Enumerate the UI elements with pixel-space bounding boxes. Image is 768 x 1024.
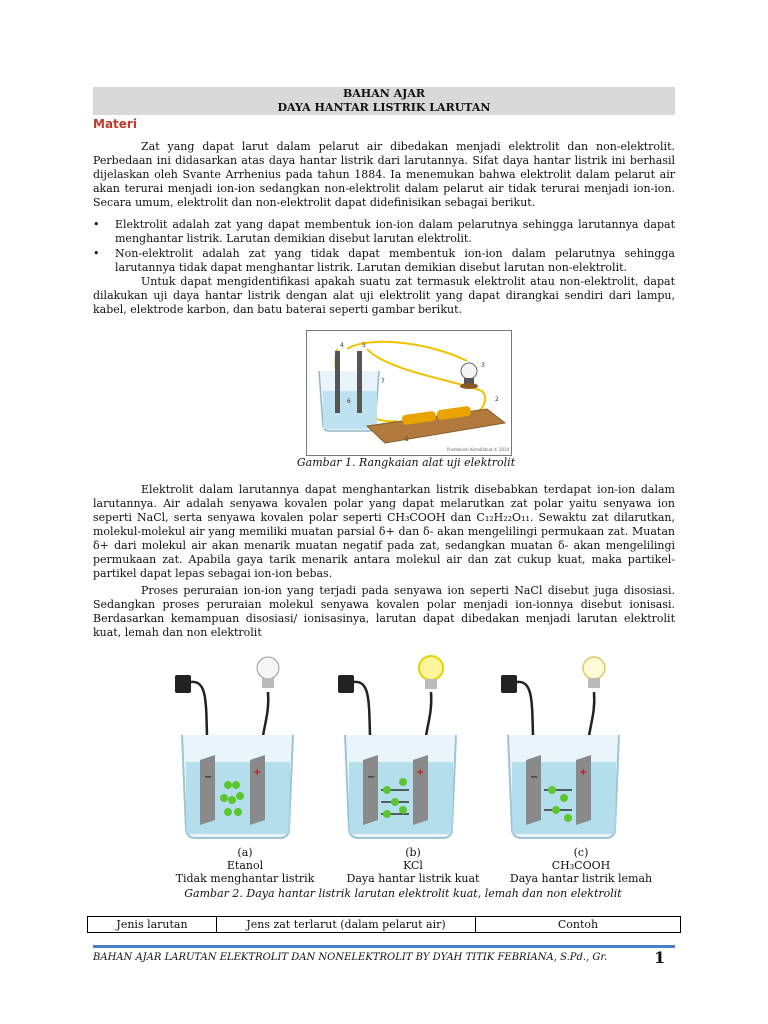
header-contoh: Contoh <box>476 917 681 933</box>
page-number: 1 <box>654 948 666 967</box>
beaker-panel-b <box>338 656 456 838</box>
figure-2-caption: Gambar 2. Daya hantar listrik larutan elektrolit kuat, lemah dan non elektrolit <box>184 887 622 900</box>
header-jenis-larutan: Jenis larutan <box>88 917 217 933</box>
electrode-plus-a: + <box>253 767 262 778</box>
panel-c-label <box>486 846 676 885</box>
paragraph-4: Proses peruraian ion-ion yang terjadi pada senyawa ion seperti NaCl disebut juga disosiasi. Sedangkan proses peruraian molekul senyawa kovalen polar menjadi ion-ionnya disebut ionisasi. Berdasarkan kemampuan disosiasi/ ionisasinya, larutan dapat dibedakan menjadi larutan elektrolit kuat, lemah dan non elektrolit <box>93 584 675 639</box>
paragraph-1: Zat yang dapat larut dalam pelarut air dibedakan menjadi elektrolit dan non-elektrolit. Perbedaan ini didasarkan atas daya hantar listrik dari larutannya. Sifat daya hantar listrik ini berhasil dijelaskan oleh Svante Arrhenius pada tahun 1884. Ia menemukan bahwa elektrolit dalam pelarut air akan terurai menjadi ion-ion sedangkan non-elektrolit dalam pelarut air tidak terurai menjadi ion-ion. Secara umum, elektrolit dan non-elektrolit dapat didefinisikan sebagai berikut. <box>93 140 675 209</box>
tester-number-5: 5 <box>362 342 366 349</box>
panel-b-desc: Daya hantar listrik kuat <box>346 872 480 885</box>
beaker-panel-a <box>175 657 293 838</box>
panel-c-letter: (c) <box>573 846 589 859</box>
paragraph-2: Untuk dapat mengidentifikasi apakah suatu zat termasuk elektrolit atau non-elektrolit, dapat dilakukan uji daya hantar listrik dengan alat uji elektrolit yang dapat dirangkai sendiri dari lampu, kabel, elektrode karbon, dan batu baterai seperti gambar berikut. <box>93 275 675 316</box>
paragraph-dissociation <box>93 584 675 640</box>
footer-divider <box>93 945 675 948</box>
electrode-minus-c: − <box>530 772 539 783</box>
bullet-dot: • <box>93 247 100 260</box>
panel-c-desc: Daya hantar listrik lemah <box>509 872 653 885</box>
section-title: Materi <box>93 117 137 131</box>
paragraph-intro <box>93 140 675 210</box>
panel-c-name: CH₃COOH <box>551 859 611 872</box>
electrode-minus-b: − <box>367 772 376 783</box>
panel-a-label <box>160 846 330 885</box>
electrode-minus-a: − <box>204 772 213 783</box>
figure-electrolyte-tester <box>306 330 512 456</box>
panel-a-letter: (a) <box>237 846 253 859</box>
panel-a-name: Etanol <box>226 859 264 872</box>
panel-b-letter: (b) <box>405 846 421 859</box>
bullet-electrolyte <box>93 218 675 246</box>
bullet-non-electrolyte <box>93 247 675 275</box>
figure-1-caption: Gambar 1. Rangkaian alat uji elektrolit <box>296 456 516 469</box>
table-header-row <box>88 917 681 933</box>
tester-number-6: 6 <box>347 398 351 405</box>
header-jenis-zat: Jens zat terlarut (dalam pelarut air) <box>217 917 476 933</box>
solution-table <box>87 916 681 933</box>
title-box <box>93 87 675 115</box>
electrode-plus-c: + <box>579 767 588 778</box>
figure-credit: Pustekkom Kemdikbud © 2014 <box>447 447 510 452</box>
bullet-text-2: Non-elektrolit adalah zat yang tidak dapat membentuk ion-ion dalam pelarutnya sehingga larutannya tidak dapat menghantar listrik. Larutan demikian disebut larutan non-elektrolit. <box>115 247 675 274</box>
footer-text: BAHAN AJAR LARUTAN ELEKTROLIT DAN NONELEKTROLIT BY DYAH TITIK FEBRIANA, S.Pd., Gr. <box>93 952 608 963</box>
electrode-plus-b: + <box>416 767 425 778</box>
tester-number-4: 4 <box>340 342 344 349</box>
paragraph-3: Elektrolit dalam larutannya dapat menghantarkan listrik disebabkan terdapat ion-ion dalam larutannya. Air adalah senyawa kovalen polar yang dapat melarutkan zat polar yaitu senyawa ion seperti NaCl, serta senyawa kovalen polar seperti CH₃COOH dan C₁₂H₂₂O₁₁. Sewaktu zat dilarutkan, molekul-molekul air yang memiliki muatan parsial δ+ dan δ- akan mengelilingi permukaan zat. Muatan δ+ dari molekul air akan menarik muatan negatif pada zat, sedangkan muatan δ- akan mengelilingi permukaan zat. Apabila gaya tarik menarik antara molekul air dan zat cukup kuat, maka partikel-partikel dapat lepas sebagai ion-ion bebas. <box>93 483 675 580</box>
title-line-2: DAYA HANTAR LISTRIK LARUTAN <box>277 101 491 114</box>
panel-b-label <box>323 846 503 885</box>
panel-a-desc: Tidak menghantar listrik <box>175 872 315 885</box>
tester-number-1: 1 <box>405 436 409 443</box>
figure-conductivity-comparison <box>160 650 660 850</box>
panel-b-name: KCl <box>403 859 423 872</box>
tester-number-3: 3 <box>481 362 485 369</box>
paragraph-conduction <box>93 483 675 581</box>
bullet-dot: • <box>93 218 100 231</box>
bullet-text-1: Elektrolit adalah zat yang dapat membentuk ion-ion dalam pelarutnya sehingga larutannya dapat menghantar listrik. Larutan demikian disebut larutan elektrolit. <box>115 218 675 245</box>
tester-number-2: 2 <box>495 396 499 403</box>
tester-number-7: 7 <box>381 378 385 385</box>
electrolyte-tester-illustration <box>307 331 511 455</box>
title-line-1: BAHAN AJAR <box>342 87 426 100</box>
paragraph-test <box>93 275 675 317</box>
beaker-panel-c <box>501 657 619 838</box>
